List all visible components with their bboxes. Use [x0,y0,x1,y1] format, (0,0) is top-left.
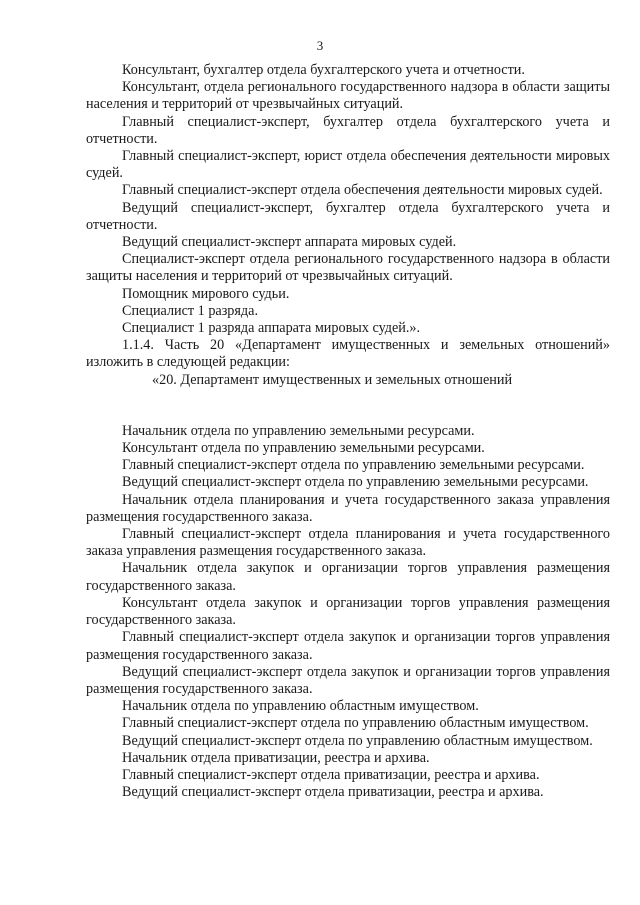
paragraph: Главный специалист-эксперт, юрист отдела обеспечения деятельности мировых судей. [86,148,610,182]
paragraph: Ведущий специалист-эксперт отдела приватизации, реестра и архива. [122,784,544,801]
paragraph: Специалист 1 разряда аппарата мировых судей.». [122,320,421,337]
paragraph: Ведущий специалист-эксперт отдела по управлению земельными ресурсами. [122,474,589,491]
paragraph: Главный специалист-эксперт отдела обеспечения деятельности мировых судей. [122,182,603,199]
paragraph: Начальник отдела приватизации, реестра и архива. [122,749,430,766]
paragraph: Ведущий специалист-эксперт аппарата мировых судей. [122,234,457,251]
paragraph: Главный специалист-эксперт отдела закупок и организации торгов управления размещения государственного заказа. [86,629,610,663]
paragraph: Начальник отдела закупок и организации торгов управления размещения государственного заказа. [86,560,610,594]
paragraph: Консультант, отдела регионального государственного надзора в области защиты населения и территорий от чрезвычайных ситуаций. [86,79,610,113]
paragraph: Ведущий специалист-эксперт, бухгалтер отдела бухгалтерского учета и отчетности. [86,199,610,233]
document-body [86,62,610,801]
paragraph: Помощник мирового судьи. [122,285,290,302]
paragraph: Консультант отдела по управлению земельными ресурсами. [122,440,485,457]
paragraph: Главный специалист-эксперт отдела по управлению земельными ресурсами. [122,457,585,474]
paragraph: Главный специалист-эксперт отдела приватизации, реестра и архива. [122,766,540,783]
paragraph: Главный специалист-эксперт отдела по управлению областным имуществом. [122,715,589,732]
paragraph: Начальник отдела по управлению земельными ресурсами. [122,422,475,439]
paragraph-amendment: 1.1.4. Часть 20 «Департамент имущественных и земельных отношений» изложить в следующей редакции: [86,337,610,371]
spacer [86,389,610,423]
paragraph: Начальник отдела по управлению областным имуществом. [122,698,479,715]
paragraph: Специалист 1 разряда. [122,302,258,319]
paragraph: Главный специалист-эксперт, бухгалтер отдела бухгалтерского учета и отчетности. [86,113,610,147]
paragraph: Специалист-эксперт отдела регионального государственного надзора в области защиты населения и территорий от чрезвычайных ситуаций. [86,251,610,285]
paragraph: Главный специалист-эксперт отдела планирования и учета государственного заказа управления размещения государственного заказа. [86,526,610,560]
page-number: 3 [316,38,324,53]
paragraph: Консультант отдела закупок и организации торгов управления размещения государственного заказа. [86,594,610,629]
paragraph: Ведущий специалист-эксперт отдела закупок и организации торгов управления размещения государственного заказа. [86,663,610,697]
section-heading: «20. Департамент имущественных и земельных отношений [152,371,513,388]
paragraph: Консультант, бухгалтер отдела бухгалтерского учета и отчетности. [122,62,525,78]
paragraph: Ведущий специалист-эксперт отдела по управлению областным имуществом. [122,732,593,749]
paragraph: Начальник отдела планирования и учета государственного заказа управления размещения государственного заказа. [86,491,610,525]
